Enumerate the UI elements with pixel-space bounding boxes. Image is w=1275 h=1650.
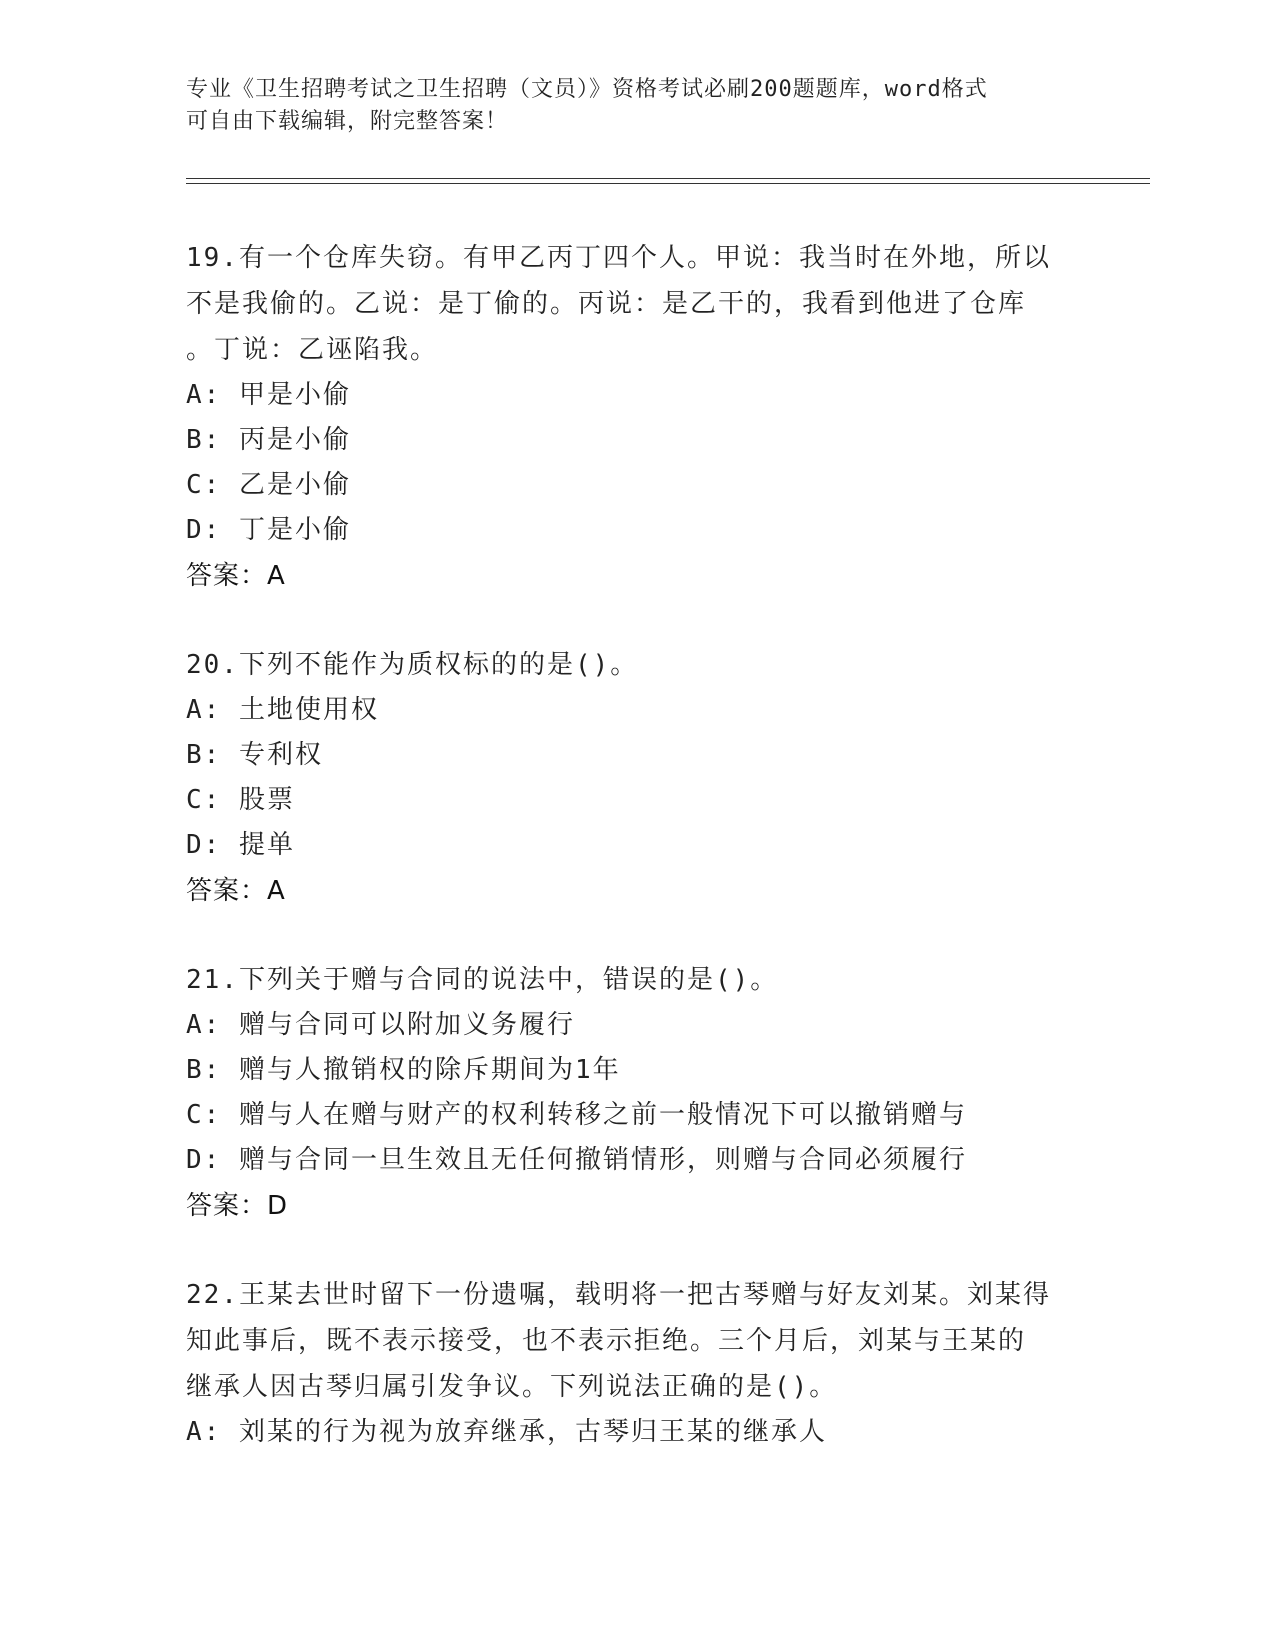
question-stem: 知此事后，既不表示接受，也不表示拒绝。三个月后，刘某与王某的 — [186, 1326, 1027, 1356]
option-a: A: 土地使用权 — [186, 695, 379, 725]
option-a: A: 赠与合同可以附加义务履行 — [186, 1010, 575, 1040]
answer-line: 答案：A — [186, 876, 286, 906]
header-line: 可自由下载编辑，附完整答案！ — [186, 109, 509, 134]
question-19 — [186, 235, 1086, 599]
option-d: D: 提单 — [186, 830, 295, 860]
question-stem: 。丁说：乙诬陷我。 — [186, 335, 439, 365]
header-divider-top — [186, 178, 1150, 179]
answer-line: 答案：D — [186, 1191, 289, 1221]
question-stem: 20.下列不能作为质权标的的是()。 — [186, 650, 639, 680]
question-stem: 22.王某去世时留下一份遗嘱，载明将一把古琴赠与好友刘某。刘某得 — [186, 1280, 1051, 1310]
question-list — [186, 235, 1086, 1455]
answer-line: 答案：A — [186, 561, 286, 591]
option-c: C: 乙是小偷 — [186, 470, 351, 500]
question-gap — [186, 599, 1086, 642]
question-stem: 19.有一个仓库失窃。有甲乙丙丁四个人。甲说：我当时在外地，所以 — [186, 243, 1051, 273]
question-gap — [186, 1229, 1086, 1272]
option-c: C: 股票 — [186, 785, 295, 815]
option-c: C: 赠与人在赠与财产的权利转移之前一般情况下可以撤销赠与 — [186, 1100, 967, 1130]
option-b: B: 赠与人撤销权的除斥期间为1年 — [186, 1055, 621, 1085]
option-a: A: 甲是小偷 — [186, 380, 351, 410]
header-divider-bottom — [186, 183, 1150, 184]
option-d: D: 丁是小偷 — [186, 515, 351, 545]
option-b: B: 专利权 — [186, 740, 323, 770]
question-20 — [186, 642, 1086, 914]
question-stem: 21.下列关于赠与合同的说法中，错误的是()。 — [186, 965, 779, 995]
question-gap — [186, 914, 1086, 957]
option-a: A: 刘某的行为视为放弃继承，古琴归王某的继承人 — [186, 1417, 827, 1447]
question-stem: 继承人因古琴归属引发争议。下列说法正确的是()。 — [186, 1372, 838, 1402]
question-stem: 不是我偷的。乙说：是丁偷的。丙说：是乙干的，我看到他进了仓库 — [186, 289, 1027, 319]
option-d: D: 赠与合同一旦生效且无任何撤销情形，则赠与合同必须履行 — [186, 1145, 967, 1175]
question-21 — [186, 957, 1086, 1229]
document-header — [186, 74, 1066, 138]
question-22 — [186, 1272, 1086, 1455]
option-b: B: 丙是小偷 — [186, 425, 351, 455]
header-line: 专业《卫生招聘考试之卫生招聘（文员）》资格考试必刷200题题库，word格式 — [186, 77, 988, 102]
